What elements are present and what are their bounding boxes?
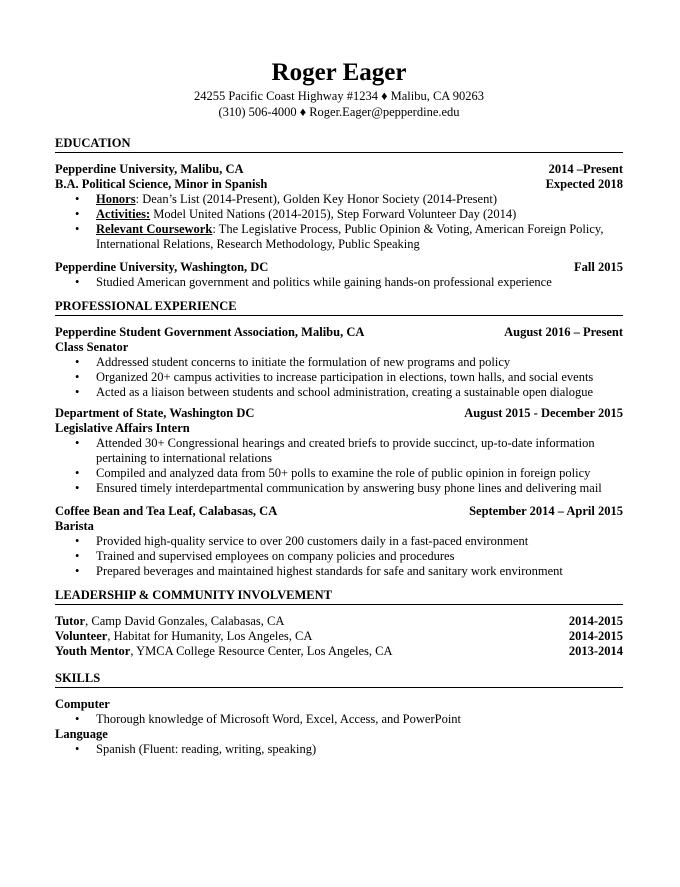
bullet-icon: • [75,192,80,206]
job-org: Department of State, Washington DC [55,406,255,420]
list-item: • Prepared beverages and maintained highest standards for safe and sanitary work environment [75,564,563,578]
list-item [55,192,623,207]
bullet-icon: • [75,222,80,236]
leadership-item [55,614,623,629]
role: Volunteer [55,629,108,643]
bullet-icon: • [75,481,80,495]
job-org: Coffee Bean and Tea Leaf, Calabasas, CA [55,504,278,518]
job-1-header [55,325,623,340]
org: , Habitat for Humanity, Los Angeles, CA [107,629,313,643]
activities-text: Model United Nations (2014-2015), Step Forward Volunteer Day (2014) [150,207,517,221]
resume-page [55,58,623,757]
list-item: • Studied American government and politics while gaining hands-on professional experience [75,275,552,289]
honors-text: : Dean’s List (2014-Present), Golden Key Honor Society (2014-Present) [135,192,497,206]
job-dates: September 2014 – April 2015 [469,504,623,518]
job-2-bullets [55,436,623,496]
school-dates: 2014 –Present [548,162,623,176]
years: 2014-2015 [568,614,623,628]
bullet-icon: • [75,564,80,578]
list-item: • Spanish (Fluent: reading, writing, speaking) [75,742,317,756]
org: , Camp David Gonzales, Calabasas, CA [85,614,285,628]
bullet-icon: • [75,549,80,563]
job-2-header [55,406,623,421]
years: 2014-2015 [568,629,623,643]
language-bullets [55,742,623,757]
phone-email-line: (310) 506-4000 ♦ Roger.Eager@pepperdine.edu [218,105,460,119]
bullet-icon: • [75,355,80,369]
role: Youth Mentor [55,644,131,658]
bullet-icon: • [75,466,80,480]
job-3-bullets [55,534,623,579]
years: 2013-2014 [568,644,623,658]
list-item: • Acted as a liaison between students and school administration, creating a sustainable open dialogue [75,385,594,399]
list-item [55,207,623,222]
degree: B.A. Political Science, Minor in Spanish [55,177,268,191]
list-item: • Trained and supervised employees on company policies and procedures [75,549,455,563]
education-entry-1-header [55,162,623,177]
job-title: Legislative Affairs Intern [55,421,190,435]
org: , YMCA College Resource Center, Los Angeles, CA [130,644,393,658]
coursework-text-continued: International Relations, Research Methodology, Public Speaking [96,237,420,251]
job-title: Barista [55,519,94,533]
education-heading: EDUCATION [55,136,623,153]
job-dates: August 2016 – Present [504,325,623,339]
job-1-bullets [55,355,623,400]
job-title: Class Senator [55,340,129,354]
list-item: pertaining to international relations [96,451,272,465]
school-dates: Fall 2015 [574,260,623,274]
leadership-item [55,644,623,659]
bullet-icon: • [75,534,80,548]
list-item: • Thorough knowledge of Microsoft Word, Excel, Access, and PowerPoint [75,712,462,726]
expected-date: Expected 2018 [545,177,623,191]
job-org: Pepperdine Student Government Association, Malibu, CA [55,325,365,339]
skills-heading: SKILLS [55,671,623,688]
bullet-icon: • [75,742,80,756]
list-item: • Provided high-quality service to over 200 customers daily in a fast-paced environment [75,534,529,548]
bullet-icon: • [75,712,80,726]
list-item: • Compiled and analyzed data from 50+ polls to examine the role of public opinion in foreign policy [75,466,591,480]
list-item [55,237,623,252]
school-name: Pepperdine University, Malibu, CA [55,162,244,176]
bullet-icon: • [75,385,80,399]
list-item: • Attended 30+ Congressional hearings and created briefs to provide succinct, up-to-date information [75,436,595,450]
list-item: • Ensured timely interdepartmental communication by answering busy phone lines and delivering mail [75,481,602,495]
coursework-label: Relevant Coursework [96,222,213,236]
activities-label: Activities: [96,207,151,221]
leadership-heading: LEADERSHIP & COMMUNITY INVOLVEMENT [55,588,623,605]
language-label: Language [55,727,108,741]
degree-row [55,177,623,192]
education-1-bullets [55,192,623,252]
job-3-header [55,504,623,519]
computer-label: Computer [55,697,110,711]
leadership-item [55,629,623,644]
computer-bullets [55,712,623,727]
job-dates: August 2015 - December 2015 [464,406,623,420]
candidate-name: Roger Eager [271,59,407,86]
bullet-icon: • [75,436,80,450]
list-item [55,222,623,237]
list-item: • Addressed student concerns to initiate the formulation of new programs and policy [75,355,511,369]
education-2-bullets [55,275,623,290]
address-line: 24255 Pacific Coast Highway #1234 ♦ Malibu, CA 90263 [193,89,485,103]
list-item: • Organized 20+ campus activities to increase participation in elections, town halls, and social events [75,370,594,384]
role: Tutor [55,614,86,628]
bullet-icon: • [75,275,80,289]
bullet-icon: • [75,207,80,221]
school-name: Pepperdine University, Washington, DC [55,260,269,274]
coursework-text: : The Legislative Process, Public Opinion & Voting, American Foreign Policy, [212,222,604,236]
honors-label: Honors [96,192,136,206]
experience-heading: PROFESSIONAL EXPERIENCE [55,299,623,316]
bullet-icon: • [75,370,80,384]
education-entry-2-header [55,260,623,275]
